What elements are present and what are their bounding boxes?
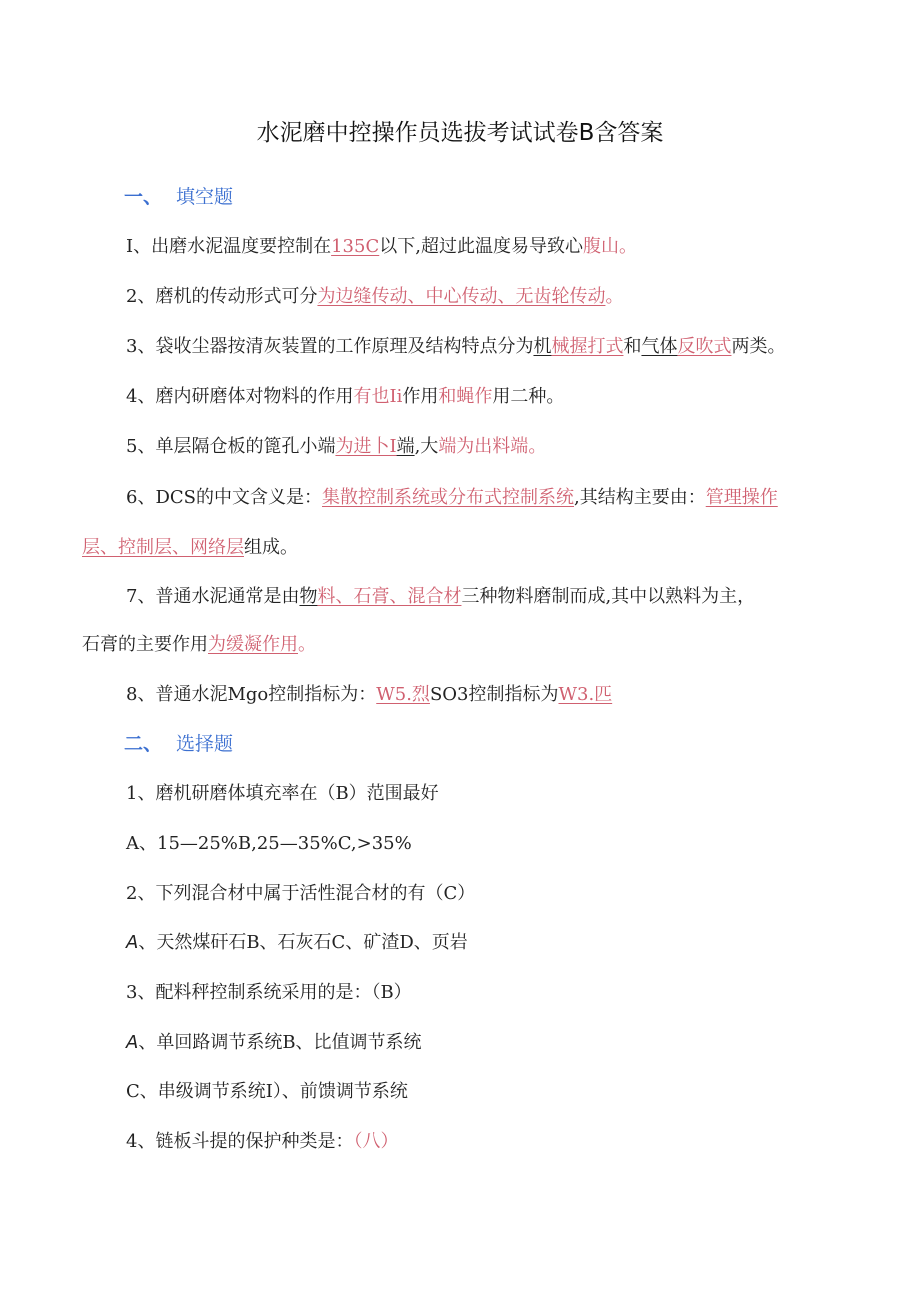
option-letter: A — [126, 932, 139, 953]
fill-question-4 — [126, 382, 564, 408]
answer-text: 为进卜I — [335, 436, 397, 457]
question-text: SO3控制指标为 — [429, 684, 559, 705]
question-text: 三种物料磨制而成,其中以熟料为主， — [461, 586, 756, 607]
question-text: 5、单层隔仓板的篦孔小端 — [126, 436, 336, 457]
question-text: 。 — [605, 286, 624, 307]
question-text: 6、DCS的中文含义是： — [126, 487, 322, 508]
answer-text: 135C — [331, 236, 380, 257]
answer-text: 端为出料端 — [438, 436, 529, 457]
choice-question-2-options — [126, 928, 468, 954]
question-text: 。 — [298, 634, 316, 655]
fill-question-8 — [126, 680, 612, 706]
question-text: 石膏的主要作用 — [82, 634, 208, 655]
answer-text: 集散控制系统或分布式控制系统 — [322, 487, 574, 508]
answer-text: 和蝇作 — [438, 386, 493, 407]
choice-question-1: 1、磨机研磨体填充率在（B）范围最好 — [126, 783, 439, 804]
fill-question-6 — [126, 483, 778, 509]
question-text: 和 — [623, 336, 642, 357]
answer-text: 腹山。 — [582, 236, 637, 257]
answer-text: 反吹式 — [677, 336, 732, 357]
section-label: 选择题 — [176, 733, 234, 755]
question-text: 3、袋收尘器按清灰装置的工作原理及结构特点分为 — [126, 336, 534, 357]
answer-text: W3.匹 — [558, 684, 613, 705]
section-label: 填空题 — [176, 186, 234, 208]
answer-text: 机 — [533, 336, 552, 357]
answer-text: 为缓凝作用 — [208, 634, 298, 655]
question-text: I、出磨水泥温度要控制在 — [126, 236, 332, 257]
fill-question-2 — [126, 282, 623, 308]
answer-text: 管理操作 — [705, 487, 778, 508]
section-choice-heading — [124, 729, 233, 756]
question-text: 以下,超过此温度易导致心 — [379, 236, 583, 257]
answer-text: 有也Ii — [353, 386, 403, 407]
question-text: 7、普通水泥通常是由 — [126, 586, 300, 607]
document-title: 水泥磨中控操作员选拔考试试卷B含答案 — [256, 120, 664, 146]
section-number: 二、 — [124, 733, 163, 755]
question-text: 4、链板斗提的保护种类是： — [126, 1131, 354, 1152]
option-text: 、单回路调节系统B、比值调节系统 — [138, 1032, 422, 1053]
question-text: 。 — [528, 436, 547, 457]
choice-question-3-options-1 — [126, 1028, 422, 1054]
choice-question-2: 2、下列混合材中属于活性混合材的有（C） — [126, 883, 476, 904]
fill-question-1 — [126, 232, 637, 258]
question-text: 两类。 — [731, 336, 786, 357]
answer-text: 气体 — [641, 336, 678, 357]
fill-question-5 — [126, 432, 546, 458]
answer-text: 端 — [396, 436, 415, 457]
answer-text: 料、石膏、混合材 — [317, 586, 462, 607]
choice-question-3-options-2: C、串级调节系统I）、前馈调节系统 — [126, 1081, 408, 1102]
choice-question-1-options: A、15—25%B,25—35%C,>35% — [126, 833, 412, 854]
question-text: 用二种。 — [492, 386, 565, 407]
answer-text: 层、控制层、网络层 — [82, 537, 244, 558]
question-text: 作用 — [402, 386, 439, 407]
fill-question-7 — [126, 582, 755, 608]
question-text: 4、磨内研磨体对物料的作用 — [126, 386, 354, 407]
choice-question-4 — [126, 1127, 398, 1153]
answer-text: （八） — [353, 1131, 399, 1152]
option-text: 、天然煤矸石B、石灰石C、矿渣D、页岩 — [138, 932, 468, 953]
answer-text: 为边缝传动、中心传动、无齿轮传动 — [317, 286, 606, 307]
fill-question-3 — [126, 332, 785, 358]
choice-question-3: 3、配料秤控制系统采用的是：（B） — [126, 982, 412, 1003]
fill-question-7-continued — [82, 630, 316, 656]
answer-text: 械握打式 — [551, 336, 624, 357]
question-text: 2、磨机的传动形式可分 — [126, 286, 318, 307]
fill-question-6-continued — [82, 533, 298, 559]
question-text: ,其结构主要由： — [574, 487, 706, 508]
option-letter: A — [126, 1032, 139, 1053]
section-number: 一、 — [124, 186, 163, 208]
section-fill-heading — [124, 182, 233, 209]
question-text: ,大 — [414, 436, 439, 457]
question-text: 8、普通水泥Mgo控制指标为： — [126, 684, 377, 705]
answer-text: W5.烈 — [376, 684, 430, 705]
question-text: 组成。 — [244, 537, 298, 558]
answer-text: 物 — [299, 586, 318, 607]
